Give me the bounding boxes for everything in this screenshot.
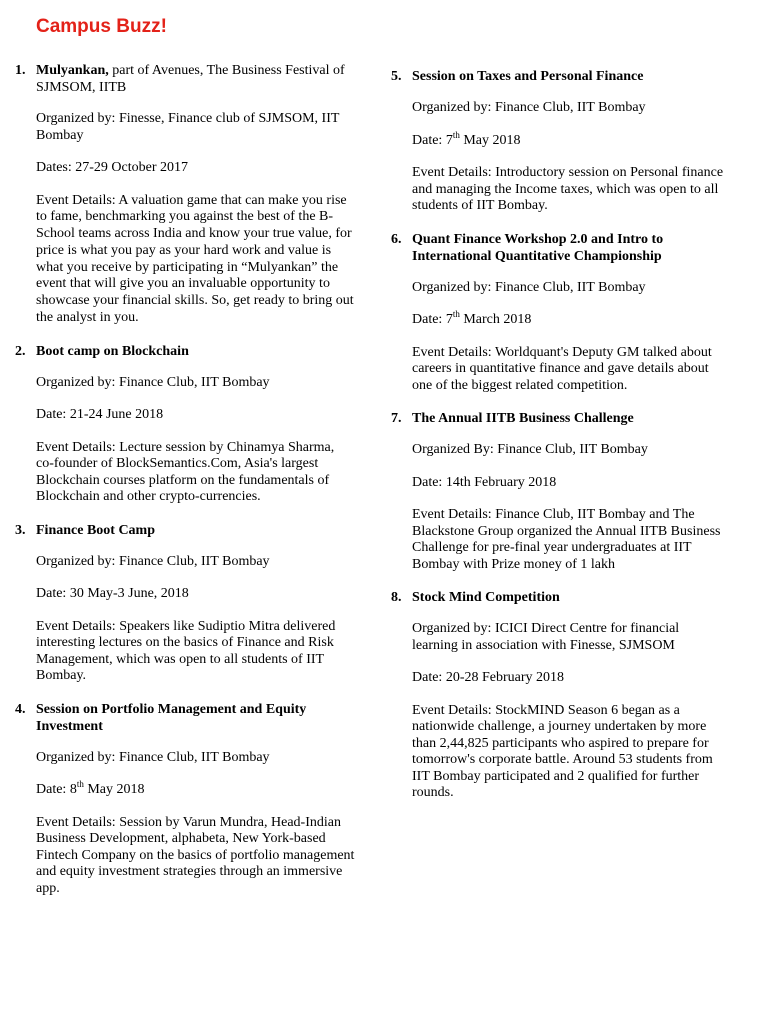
event-details: Event Details: A valuation game that can make you rise to fame, benchmarking you against the best of the B-School teams across India and know your true value, for price is what you pay as your hard work and value is what you receive by participating in “Mulyankan” the event that will give you an invaluable opportunity to showcase your financial skills. So, get ready to bring out the analyst in you. bbox=[36, 192, 354, 326]
event-details: Event Details: StockMIND Season 6 began as a nationwide challenge, a journey undertaken by more than 2,44,825 participants who aspired to prepare for tomorrow's corporate battle. Around 53 students from IIT Bombay participated and 2 qualified for further rounds. bbox=[412, 702, 713, 800]
event-heading bbox=[36, 62, 355, 96]
event-item bbox=[15, 62, 355, 327]
event-heading bbox=[412, 68, 726, 85]
event-date-suffix: May 2018 bbox=[83, 782, 145, 798]
event-date bbox=[412, 309, 726, 329]
event-number: 8. bbox=[391, 590, 402, 605]
event-organizer: Organized by: Finance Club, IIT Bombay bbox=[36, 553, 270, 569]
event-number: 7. bbox=[391, 411, 402, 426]
event-date-prefix: Date: 7 bbox=[412, 132, 453, 148]
event-name: Stock Mind Competition bbox=[412, 590, 560, 605]
event-heading bbox=[36, 522, 355, 539]
event-details: Event Details: Finance Club, IIT Bombay and The Blackstone Group organized the Annual IITB Business Challenge for pre-final year undergraduates at IIT Bombay with Prize money of 1 lakh bbox=[412, 507, 721, 572]
event-name: Boot camp on Blockchain bbox=[36, 343, 189, 359]
event-heading bbox=[36, 343, 355, 360]
event-subtitle: part of Avenues, The Business Festival of SJMSOM, IITB bbox=[36, 63, 345, 95]
event-date bbox=[36, 779, 355, 799]
event-date: Date: 14th February 2018 bbox=[412, 474, 557, 490]
event-details: Event Details: Lecture session by Chinamya Sharma, co-founder of BlockSemantics.Com, Asia's largest Blockchain courses platform on the fundamentals of Blockchain and other crypto-currencies. bbox=[36, 439, 335, 505]
event-heading bbox=[412, 589, 726, 606]
event-organizer: Organized by: Finance Club, IIT Bombay bbox=[36, 749, 270, 765]
event-name: Session on Taxes and Personal Finance bbox=[412, 69, 644, 84]
page-title: Campus Buzz! bbox=[36, 16, 167, 37]
event-date: Dates: 27-29 October 2017 bbox=[36, 160, 189, 175]
event-number: 4. bbox=[15, 701, 26, 717]
event-organizer: Organized by: Finance Club, IIT Bombay bbox=[412, 279, 646, 295]
event-date-prefix: Date: 8 bbox=[36, 782, 77, 798]
event-item bbox=[391, 231, 726, 395]
event-name: Quant Finance Workshop 2.0 and Intro to International Quantitative Championship bbox=[412, 231, 664, 264]
event-date: Date: 30 May-3 June, 2018 bbox=[36, 586, 189, 602]
event-details: Event Details: Worldquant's Deputy GM talked about careers in quantitative finance and gave details about one of the biggest related competition. bbox=[412, 344, 712, 393]
event-name: Finance Boot Camp bbox=[36, 522, 155, 538]
event-date bbox=[412, 129, 726, 150]
event-date-ordinal: th bbox=[76, 779, 84, 790]
event-name: Session on Portfolio Management and Equity Investment bbox=[36, 701, 307, 734]
event-heading bbox=[412, 410, 726, 427]
event-number: 3. bbox=[15, 522, 26, 538]
event-item bbox=[391, 589, 726, 802]
event-number: 1. bbox=[15, 63, 26, 78]
event-details: Event Details: Speakers like Sudiptio Mitra delivered interesting lectures on the basics of Finance and Risk Management, which was open to all students of IIT Bombay. bbox=[36, 618, 336, 684]
event-date: Date: 20-28 February 2018 bbox=[412, 670, 565, 685]
event-organizer: Organized by: ICICI Direct Centre for financial learning in association with Finesse, SJMSOM bbox=[412, 621, 680, 653]
event-item bbox=[15, 522, 355, 685]
event-number: 2. bbox=[15, 343, 26, 359]
event-organizer: Organized by: Finesse, Finance club of SJMSOM, IIT Bombay bbox=[36, 111, 340, 143]
event-organizer: Organized by: Finance Club, IIT Bombay bbox=[412, 100, 646, 115]
event-details: Event Details: Introductory session on Personal finance and managing the Income taxes, which was open to all students of IIT Bombay. bbox=[412, 165, 724, 213]
event-item bbox=[15, 343, 355, 506]
event-item bbox=[391, 410, 726, 573]
event-date-suffix: March 2018 bbox=[459, 312, 532, 327]
event-heading bbox=[36, 701, 355, 735]
event-date-ordinal: th bbox=[452, 309, 460, 319]
event-number: 6. bbox=[391, 231, 402, 247]
event-date: Date: 21-24 June 2018 bbox=[36, 407, 164, 423]
event-heading bbox=[412, 231, 726, 265]
event-date-suffix: May 2018 bbox=[459, 132, 521, 148]
event-number: 5. bbox=[391, 69, 402, 84]
event-date-ordinal: th bbox=[452, 129, 460, 140]
event-date-prefix: Date: 7 bbox=[412, 312, 453, 327]
event-item bbox=[15, 701, 355, 898]
event-name: The Annual IITB Business Challenge bbox=[412, 411, 634, 426]
event-organizer: Organized By: Finance Club, IIT Bombay bbox=[412, 442, 648, 457]
event-item bbox=[391, 68, 726, 215]
left-column bbox=[15, 62, 355, 913]
event-organizer: Organized by: Finance Club, IIT Bombay bbox=[36, 374, 270, 390]
event-details: Event Details: Session by Varun Mundra, Head-Indian Business Development, alphabeta, New York-based Fintech Company on the basics of portfolio management and equity investment strategies through an immersive app. bbox=[36, 814, 355, 896]
right-column bbox=[391, 68, 726, 818]
event-name: Mulyankan, bbox=[36, 63, 109, 78]
